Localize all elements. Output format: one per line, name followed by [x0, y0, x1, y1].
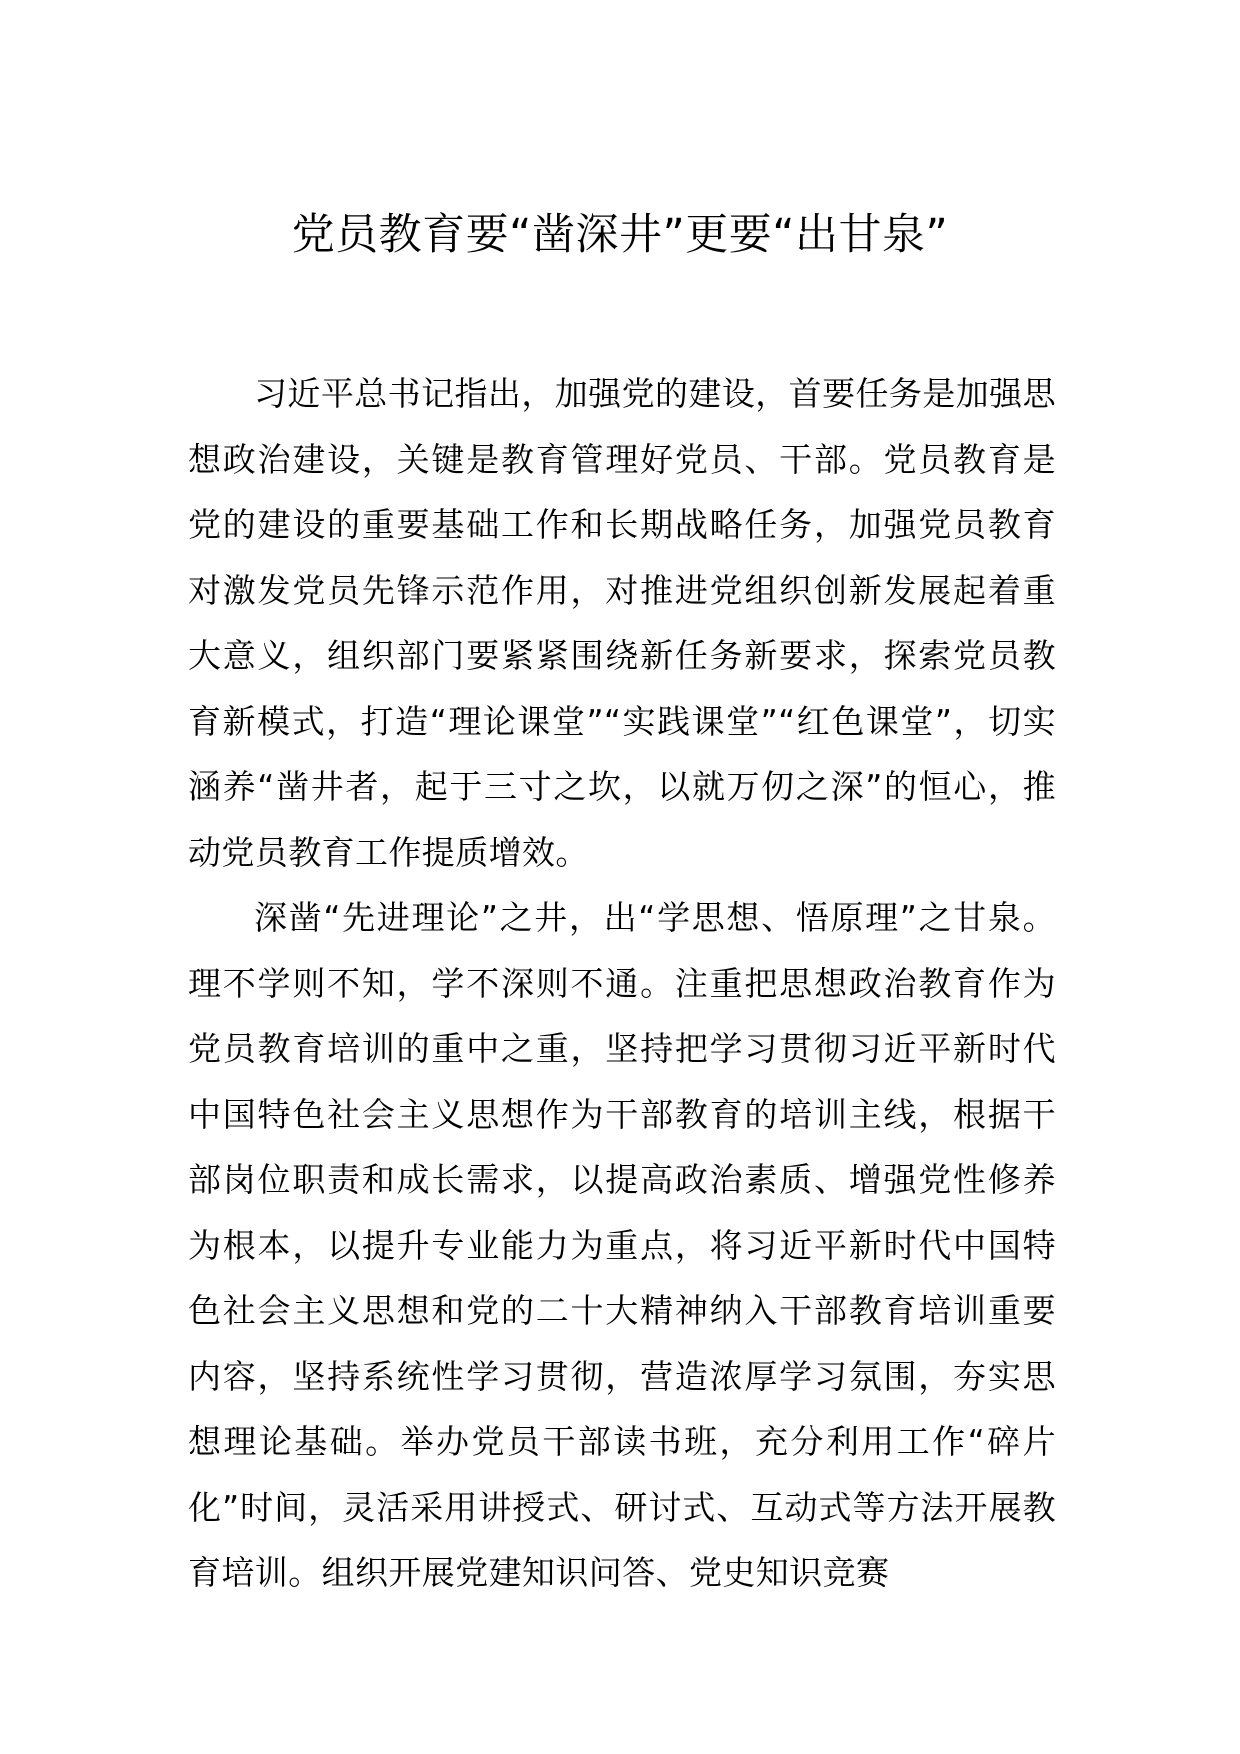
document-title: 党员教育要“凿深井”更要“出甘泉”	[291, 210, 949, 260]
document-body	[188, 361, 1056, 1606]
paragraph-2: 深凿“先进理论”之井，出“学思想、悟原理”之甘泉。理不学则不知，学不深则不通。注重把思想政治教育作为党员教育培训的重中之重，坚持把学习贯彻习近平新时代中国特色社会主义思想作为干部教育的培训主线，根据干部岗位职责和成长需求，以提高政治素质、增强党性修养为根本，以提升专业能力为重点，将习近平新时代中国特色社会主义思想和党的二十大精神纳入干部教育培训重要内容，坚持系统性学习贯彻，营造浓厚学习氛围，夯实思想理论基础。举办党员干部读书班，充分利用工作“碎片化”时间，灵活采用讲授式、研讨式、互动式等方法开展教育培训。组织开展党建知识问答、党史知识竞赛	[188, 898, 1056, 1592]
paragraph-1: 习近平总书记指出，加强党的建设，首要任务是加强思想政治建设，关键是教育管理好党员、干部。党员教育是党的建设的重要基础工作和长期战略任务，加强党员教育对激发党员先锋示范作用，对推进党组织创新发展起着重大意义，组织部门要紧紧围绕新任务新要求，探索党员教育新模式，打造“理论课堂”“实践课堂”“红色课堂”，切实涵养“凿井者，起于三寸之坎，以就万仞之深”的恒心，推动党员教育工作提质增效。	[188, 374, 1056, 872]
